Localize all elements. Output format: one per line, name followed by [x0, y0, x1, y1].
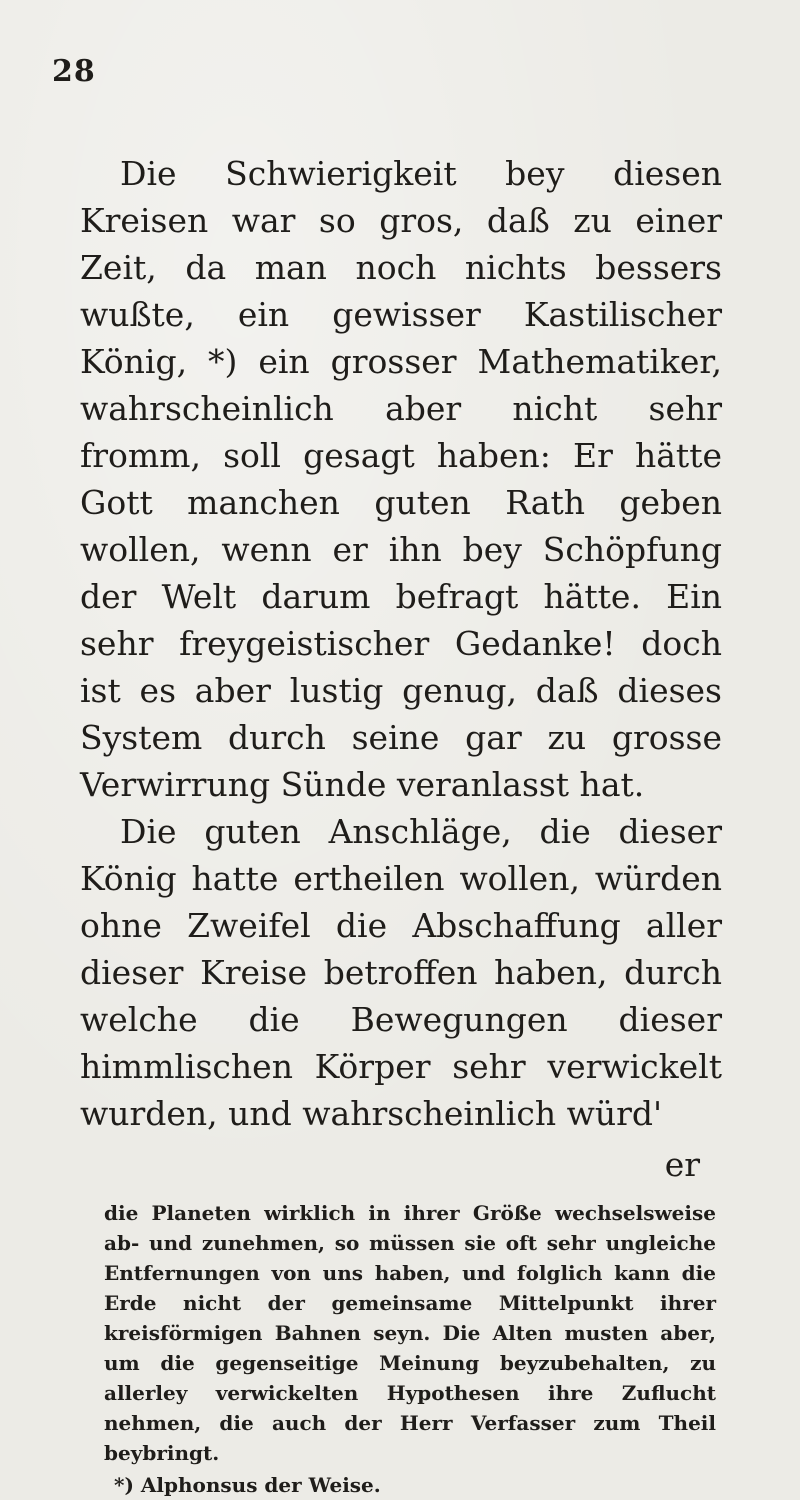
footnotes	[70, 1198, 722, 1500]
paragraph-2: Die guten Anschläge, die dieser König hatte ertheilen wollen, würden ohne Zweifel die Abschaffung aller dieser Kreise betroffen haben, durch welche die Bewegungen dieser himmlischen Körper sehr verwickelt wurden, und wahrscheinlich würd'	[80, 812, 722, 1133]
paragraph-1: Die Schwierigkeit bey diesen Kreisen war so gros, daß zu einer Zeit, da man noch nichts bessers wußte, ein gewisser Kastilischer König, *) ein grosser Mathematiker, wahrscheinlich aber nicht sehr fromm, soll gesagt haben: Er hätte Gott manchen guten Rath geben wollen, wenn er ihn bey Schöpfung der Welt darum befragt hätte. Ein sehr freygeistischer Gedanke! doch ist es aber lustig genug, daß dieses System durch seine gar zu grosse Verwirrung Sünde veranlasst hat.	[80, 154, 722, 804]
footnote-continuation: die Planeten wirklich in ihrer Größe wechselsweise ab- und zunehmen, so müssen sie oft sehr ungleiche Entfernungen von uns haben, und folglich kann die Erde nicht der gemeinsame Mittelpunkt ihrer kreisförmigen Bahnen seyn. Die Alten musten aber, um die gegenseitige Meinung beyzubehalten, zu allerley verwickelten Hypothesen ihre Zuflucht nehmen, die auch der Herr Verfasser zum Theil beybringt.	[104, 1201, 716, 1465]
footnote-alphonsus: *) Alphonsus der Weise.	[114, 1473, 381, 1497]
page-number: 28	[52, 54, 96, 89]
catchword: er	[664, 1145, 700, 1184]
main-text	[70, 150, 722, 1137]
